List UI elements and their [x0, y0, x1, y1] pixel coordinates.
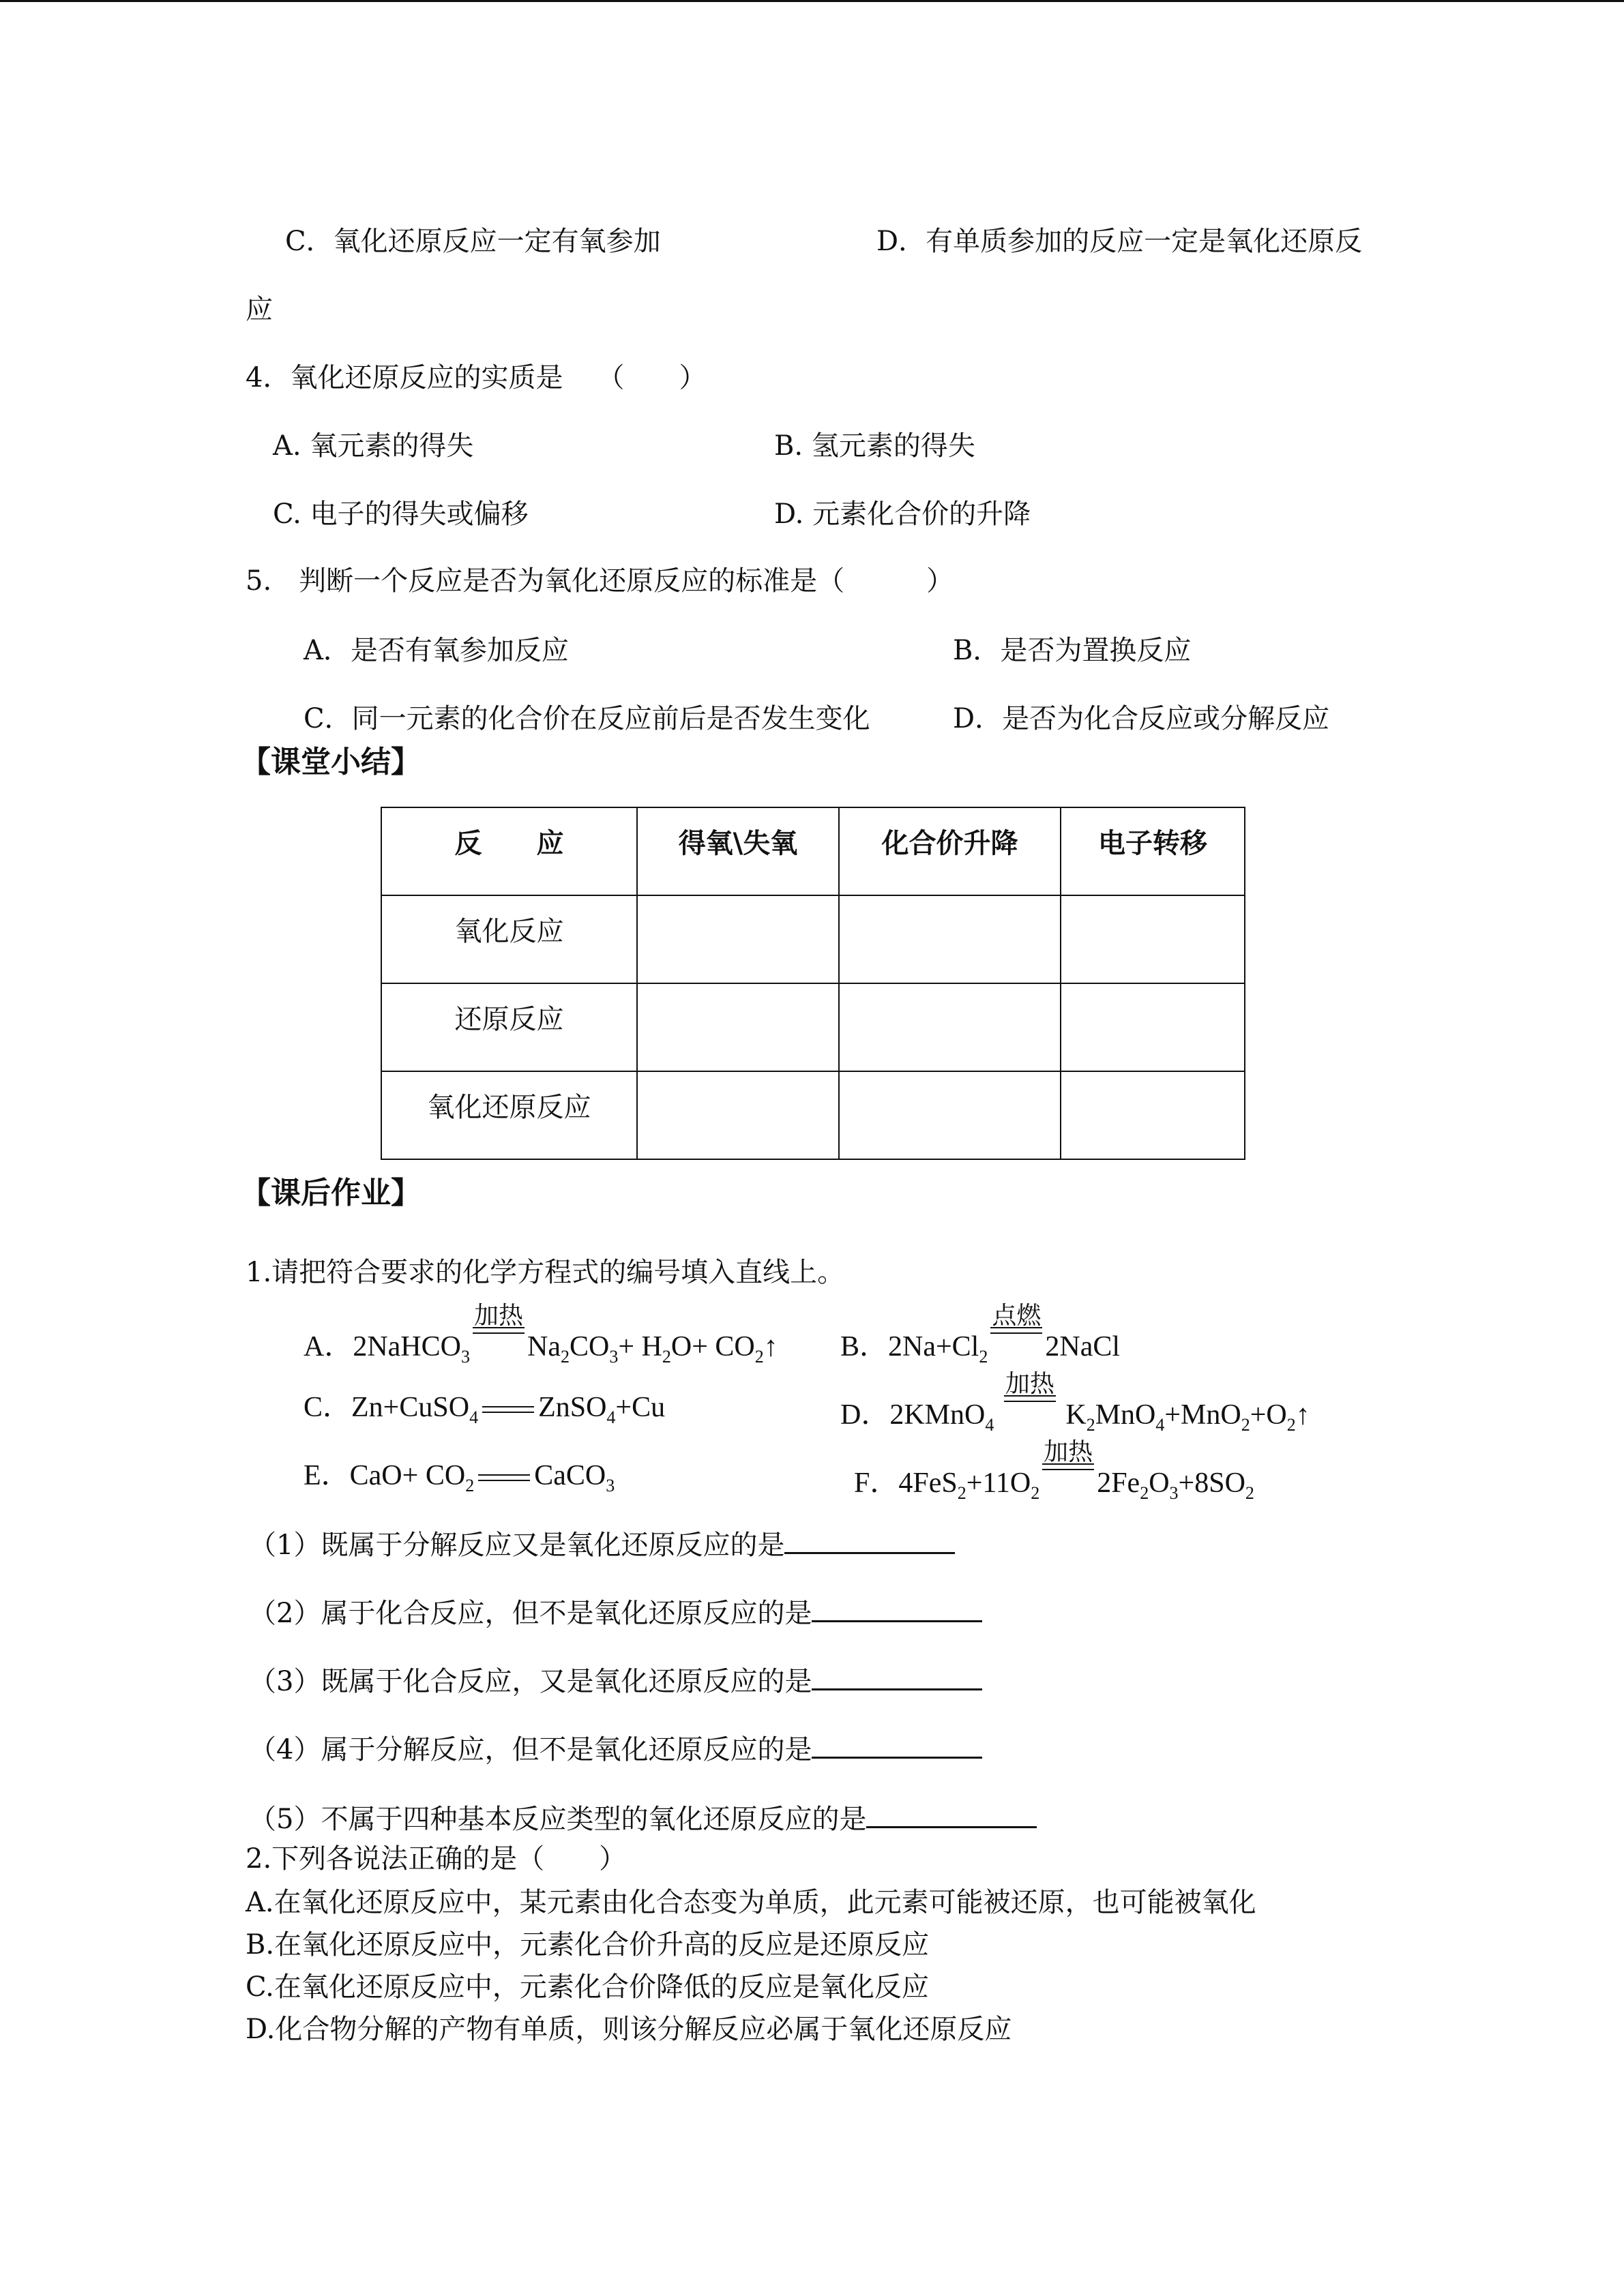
table-blank-cell[interactable]: [637, 895, 839, 983]
table-blank-cell[interactable]: [839, 983, 1061, 1071]
table-row: [381, 1071, 1245, 1159]
table-blank-cell[interactable]: [839, 1071, 1061, 1159]
reaction-condition: 加热: [1041, 1459, 1095, 1492]
answer-blank[interactable]: [866, 1800, 1037, 1828]
q4-option-b: B. 氢元素的得失: [774, 430, 975, 462]
hw-q2-option-c: C.在氧化还原反应中，元素化合价降低的反应是氧化反应: [246, 1971, 929, 2003]
q3-option-c: C．氧化还原反应一定有氧参加: [285, 226, 661, 257]
hw-subquestion: （3）既属于化合反应，又是氧化还原反应的是: [249, 1663, 982, 1698]
q5-option-b: B．是否为置换反应: [953, 635, 1192, 666]
hw-subquestion: （5）不属于四种基本反应类型的氧化还原反应的是: [249, 1800, 1037, 1836]
q5-option-c: C．同一元素的化合价在反应前后是否发生变化: [304, 703, 870, 734]
equation-d: D．2KMnO$_4$ 加热 $K_2MnO_4+MnO_2+O_2↑$: [840, 1370, 1310, 1435]
hw-q2-option-a: A.在氧化还原反应中，某元素由化合态变为单质，此元素可能被还原，也可能被氧化: [246, 1887, 1256, 1918]
q4-stem: 4．氧化还原反应的实质是 （ ）: [246, 362, 707, 393]
table-row-label: 还原反应: [381, 983, 637, 1071]
equation-e: E．$CaO+ CO_2$ CaCO$_3$: [304, 1460, 615, 1495]
answer-blank[interactable]: [812, 1594, 982, 1622]
hw-subquestion: （2）属于化合反应，但不是氧化还原反应的是: [249, 1594, 982, 1630]
q5-option-a: A．是否有氧参加反应: [304, 635, 569, 666]
q3-option-d-wrap: 应: [246, 294, 273, 325]
table-row: [381, 895, 1245, 983]
q5-stem: 5. 判断一个反应是否为氧化还原反应的标准是（ ）: [246, 565, 954, 597]
table-blank-cell[interactable]: [1061, 983, 1245, 1071]
q4-option-a: A. 氧元素的得失: [273, 430, 474, 462]
table-blank-cell[interactable]: [1061, 895, 1245, 983]
table-header-cell: 得氧\失氧: [637, 807, 839, 895]
summary-table: [381, 807, 1245, 1160]
table-row-label: 氧化还原反应: [381, 1071, 637, 1159]
reaction-condition: 加热: [471, 1323, 526, 1356]
table-row-label: 氧化反应: [381, 895, 637, 983]
table-blank-cell[interactable]: [637, 983, 839, 1071]
hw-subquestion: （1）既属于分解反应又是氧化还原反应的是: [249, 1526, 955, 1562]
table-blank-cell[interactable]: [1061, 1071, 1245, 1159]
table-blank-cell[interactable]: [637, 1071, 839, 1159]
q3-option-d: D．有单质参加的反应一定是氧化还原反: [876, 226, 1363, 257]
summary-heading: 【课堂小结】: [241, 745, 421, 779]
table-header-row: [381, 807, 1245, 895]
hw-q1-stem: 1.请把符合要求的化学方程式的编号填入直线上。: [246, 1257, 845, 1288]
homework-heading: 【课后作业】: [241, 1176, 421, 1210]
equation-a: A．2NaHCO$_3$ 加热 $Na_2CO_3+ H_2O+$ $CO_2↑$: [304, 1302, 778, 1367]
answer-blank[interactable]: [812, 1731, 982, 1759]
table-header-cell: 电子转移: [1061, 807, 1245, 895]
hw-subquestion: （4）属于分解反应，但不是氧化还原反应的是: [249, 1731, 982, 1766]
q4-option-c: C. 电子的得失或偏移: [273, 498, 529, 530]
equation-b: B．$2Na+Cl_2$ 点燃 2NaCl: [840, 1302, 1121, 1367]
q4-option-d: D. 元素化合价的升降: [774, 498, 1031, 530]
answer-blank[interactable]: [784, 1526, 955, 1554]
table-blank-cell[interactable]: [839, 895, 1061, 983]
table-header-cell: 反 应: [381, 807, 637, 895]
equation-f: F．$4FeS_2+11O_2$ 加热 $2Fe_2O_3+8SO_2$: [854, 1438, 1254, 1503]
hw-q2-option-b: B.在氧化还原反应中，元素化合价升高的反应是还原反应: [246, 1929, 930, 1960]
hw-q2-option-d: D.化合物分解的产物有单质，则该分解反应必属于氧化还原反应: [246, 2014, 1012, 2045]
q5-option-d: D．是否为化合反应或分解反应: [953, 703, 1330, 734]
reaction-condition: 点燃: [989, 1323, 1044, 1356]
equation-c: C．Zn+CuSO$_4$ ZnSO$_4$+Cu: [304, 1392, 666, 1427]
table-header-cell: 化合价升降: [839, 807, 1061, 895]
hw-q2-stem: 2.下列各说法正确的是（ ）: [246, 1843, 627, 1875]
table-row: [381, 983, 1245, 1071]
answer-blank[interactable]: [812, 1663, 982, 1690]
reaction-condition: 加热: [1003, 1391, 1057, 1424]
page-top-border: [0, 0, 1624, 2]
